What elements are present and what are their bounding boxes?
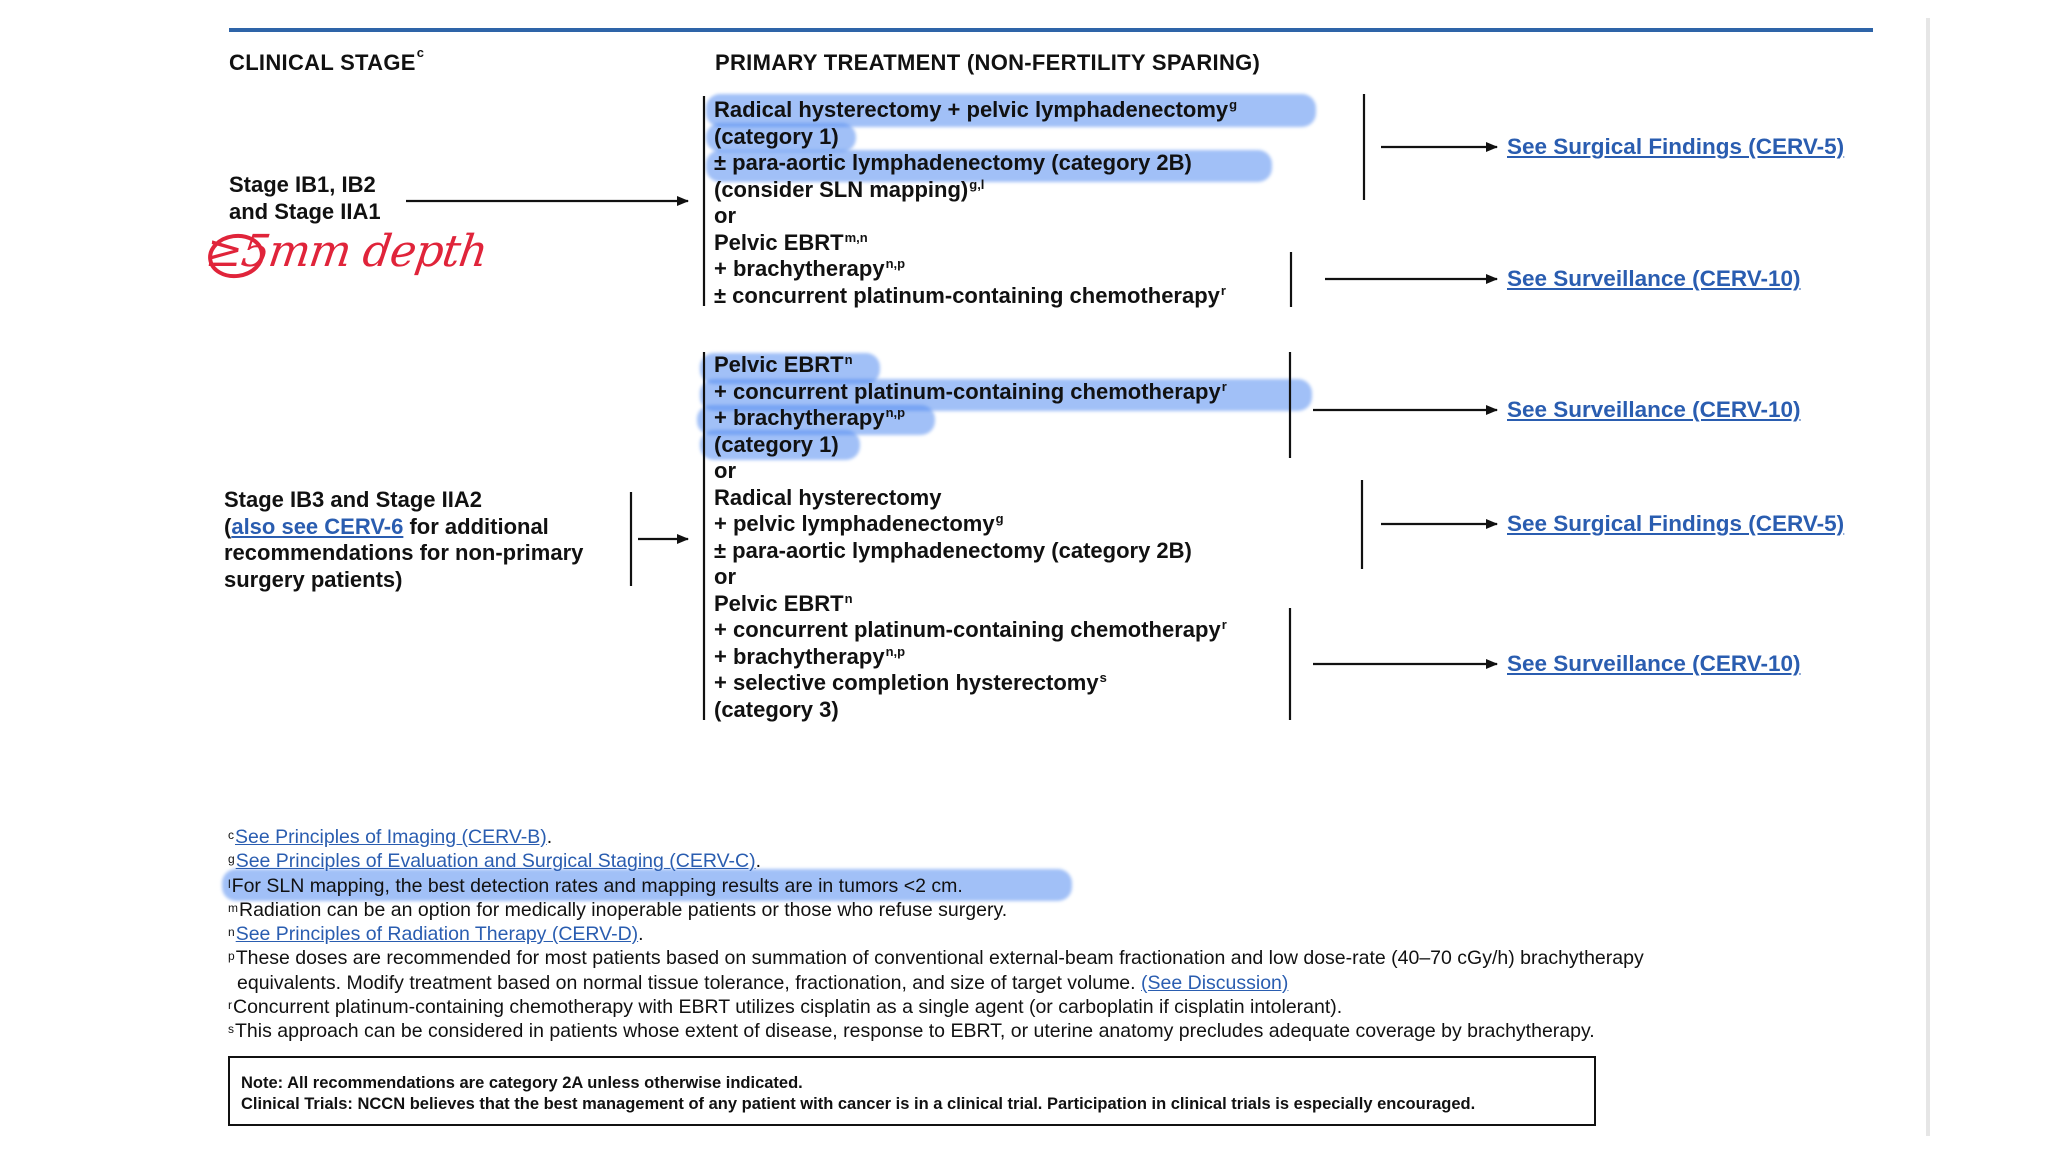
link-surveillance-1[interactable]: See Surveillance (CERV-10) xyxy=(1507,266,1801,291)
treatment-line: + pelvic lymphadenectomy$^g$ xyxy=(714,511,1004,536)
footnote-c: $^c$See Principles of Imaging (CERV-B). xyxy=(228,826,553,848)
note-line-2: Clinical Trials: NCCN believes that the best management of any patient with cancer is in a clinical trial. Participation in clinical trials is especially encouraged. xyxy=(241,1095,1476,1113)
treatment-line: or xyxy=(714,203,736,228)
treatment-line: + brachytherapy$^{n,p}$ xyxy=(714,256,906,281)
treatment-line: (consider SLN mapping)$^{g,l}$ xyxy=(714,176,985,202)
handwritten-circle xyxy=(207,233,264,280)
treatment-line: Pelvic EBRT$^{m,n}$ xyxy=(714,229,868,255)
treatment-line: (category 1) xyxy=(714,431,839,457)
handwritten-note: ≥5mm depth xyxy=(202,226,491,277)
see-discussion-link[interactable]: (See Discussion) xyxy=(1141,971,1289,994)
footnote-g: $^g$See Principles of Evaluation and Surgical Staging (CERV-C). xyxy=(228,850,762,873)
footnote-s: $^s$This approach can be considered in patients whose extent of disease, response to EBRT, or uterine anatomy precludes adequate coverage by brachytherapy. xyxy=(228,1020,1595,1043)
treatment-line: ± para-aortic lymphadenectomy (category 2B) xyxy=(714,150,1192,175)
footnote-l: $^l$For SLN mapping, the best detection rates and mapping results are in tumors <2 cm. xyxy=(228,874,963,897)
footnote-g-link[interactable]: See Principles of Evaluation and Surgical Staging (CERV-C) xyxy=(235,850,756,873)
footnotes xyxy=(228,825,1644,1044)
footnote-m: $^m$Radiation can be an option for medically inoperable patients or those who refuse surgery. xyxy=(228,898,1008,921)
header-primary-treatment: PRIMARY TREATMENT (NON-FERTILITY SPARING) xyxy=(715,50,1261,75)
treatment-line: Radical hysterectomy xyxy=(714,484,942,510)
header-clinical-stage: CLINICAL STAGE$^c$ xyxy=(229,45,425,75)
treatment-line: ± para-aortic lymphadenectomy (category 2B) xyxy=(714,537,1192,563)
treatment-line: + brachytherapy$^{n,p}$ xyxy=(714,643,906,669)
treatment-line: or xyxy=(714,458,736,483)
treatment-line: or xyxy=(714,564,736,589)
treatment-line: + selective completion hysterectomy$^s$ xyxy=(714,670,1107,695)
link-surveillance-3[interactable]: See Surveillance (CERV-10) xyxy=(1507,651,1801,676)
treatment-line: Pelvic EBRT$^n$ xyxy=(714,590,853,616)
cerv6-link[interactable]: also see CERV-6 xyxy=(231,513,404,539)
link-surveillance-2[interactable]: See Surveillance (CERV-10) xyxy=(1507,397,1801,422)
note-box xyxy=(228,1056,1596,1126)
treatment-line: ± concurrent platinum-containing chemotherapy$^r$ xyxy=(714,282,1226,308)
stage2-label: Stage IB3 and Stage IIA2 (also see CERV-6 for additional recommendations for non-primary surgery patients) xyxy=(224,487,584,592)
treatment-line: + concurrent platinum-containing chemotherapy$^r$ xyxy=(714,378,1227,404)
footnote-p: $^p$These doses are recommended for most patients based on summation of conventional external-beam fractionation and low dose-rate (40–70 cGy/h) brachytherapy xyxy=(228,947,1644,970)
link-surgical-findings-1[interactable]: See Surgical Findings (CERV-5) xyxy=(1507,134,1845,159)
treatment-line: Pelvic EBRT$^n$ xyxy=(714,352,853,377)
treatment-line: (category 1) xyxy=(714,123,839,149)
link-surgical-findings-2[interactable]: See Surgical Findings (CERV-5) xyxy=(1507,511,1845,536)
treatment-line: (category 3) xyxy=(714,696,839,722)
footnote-n-link[interactable]: See Principles of Radiation Therapy (CERV-D) xyxy=(235,923,639,946)
footnote-p-cont: equivalents. Modify treatment based on normal tissue tolerance, fractionation, and size of target volume. (See Discussion) xyxy=(237,971,1289,994)
footnote-r: $^r$Concurrent platinum-containing chemotherapy with EBRT utilizes cisplatin as a single agent (or carboplatin if cisplatin intolerant). xyxy=(228,996,1343,1019)
treatment-line: + brachytherapy$^{n,p}$ xyxy=(714,405,906,430)
stage1-label: Stage IB1, IB2 and Stage IIA1 xyxy=(229,172,381,224)
note-line-1: Note: All recommendations are category 2A unless otherwise indicated. xyxy=(241,1074,803,1092)
treatment-line: + concurrent platinum-containing chemotherapy$^r$ xyxy=(714,617,1227,642)
footnote-n: $^n$See Principles of Radiation Therapy (CERV-D). xyxy=(228,923,644,946)
footnote-c-link[interactable]: See Principles of Imaging (CERV-B) xyxy=(235,826,547,848)
treatment-line: Radical hysterectomy + pelvic lymphadenectomy$^g$ xyxy=(714,97,1238,122)
